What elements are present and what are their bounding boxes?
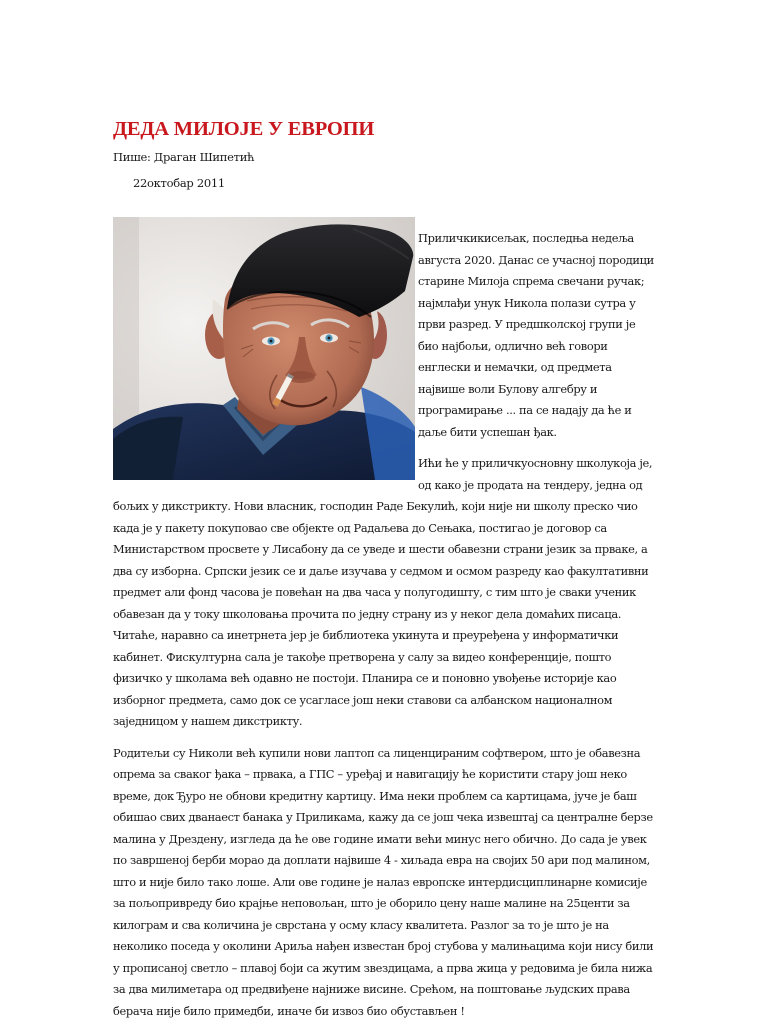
paragraph-1: Приличкикисељак, последња недеља августа 2020. Данас се учасној породици старине Милоја спрема свечани ручак; најмлађи унук Никола полази сутра у први разред. У предшколској групи је био најбољи, одлично већ говори енглески и немачки, од предмета највише воли Булову алгебру и програмирање ... па се надају да ће и даље бити успешан ђак. [418,231,654,439]
paragraph-3: Родитељи су Николи већ купили нови лаптоп са лиценцираним софтвером, што је обавезна опрема за сваког ђака – првака, а ГПС – уређај и навигацију ће користити стару још неко време, док Ђуро не обнови кредитну картицу. Има неки проблем са картицама, јуче је баш обишао свих дванаест банака у Приликама, кажу да се још чека извештај са централне берзе малина у Дрездену, изгледа да ће ове године имати већи минус него обично. До сада је увек по завршеној берби морао да доплати највише 4 - хиљада евра на својих 50 ари под малином, што и није било тако лоше. Али ове године је налаз европске интердисциплинарне комисије за пољопривреду био крајње неповољан, што је оборило цену наше малине на 25центи за килограм и сва количина је сврстана у осму класу квалитета. Разлог за то је што је на неколико поседа у околини Ариља нађен известан број стубова у малињацима који нису били у прописаној светло – плавој боји са жутим звездицама, а прва жица у редовима је била нижа за два милиметара од предвиђене најниже висине. Срећом, на поштовање људских права берача није било примедби, иначе би извоз био обустављен ! [113,745,654,1018]
article-title: ДЕДА МИЛОЈЕ У ЕВРОПИ [113,118,375,140]
paragraph-2: Ићи ће у приличкуосновну школукоја је, од како је продата на тендеру, једна од бољих у дикстрикту. Нови власник, господин Раде Бекулић, који није ни школу преско чио када је у пакету покуповао све објекте од Радаљева до Сењака, постигао је договор са Министарством просвете у Лисабону да се уведе и шести обавезни страни језик за прваке, а два су изборна. Српски језик се и даље изучава у седмом и осмом разреду као факултативни предмет али фонд часова је повећан на два часа у полугодишту, с тим што је сваки ученик обавезан да у току школовања прочита по једну страну из у неког дела домаћих писаца. Читаће, наравно са инетрнета јер је библиотека укинута и преуређена у информатички кабинет. Фискултурна сала је такође претворена у салу за видео конференције, пошто физичко у школама већ одавно не постоји. Планира се и поновно увођење историје као изборног предмета, само док се усагласе још неки ставови са албанском националном заједницом у нашем дикстрикту. [113,456,653,728]
article-body [113,228,658,1032]
photo-wrap-spacer [113,228,418,484]
article-date: 22октобар 2011 [133,176,225,190]
article-byline: Пише: Драган Шипетић [113,150,255,164]
